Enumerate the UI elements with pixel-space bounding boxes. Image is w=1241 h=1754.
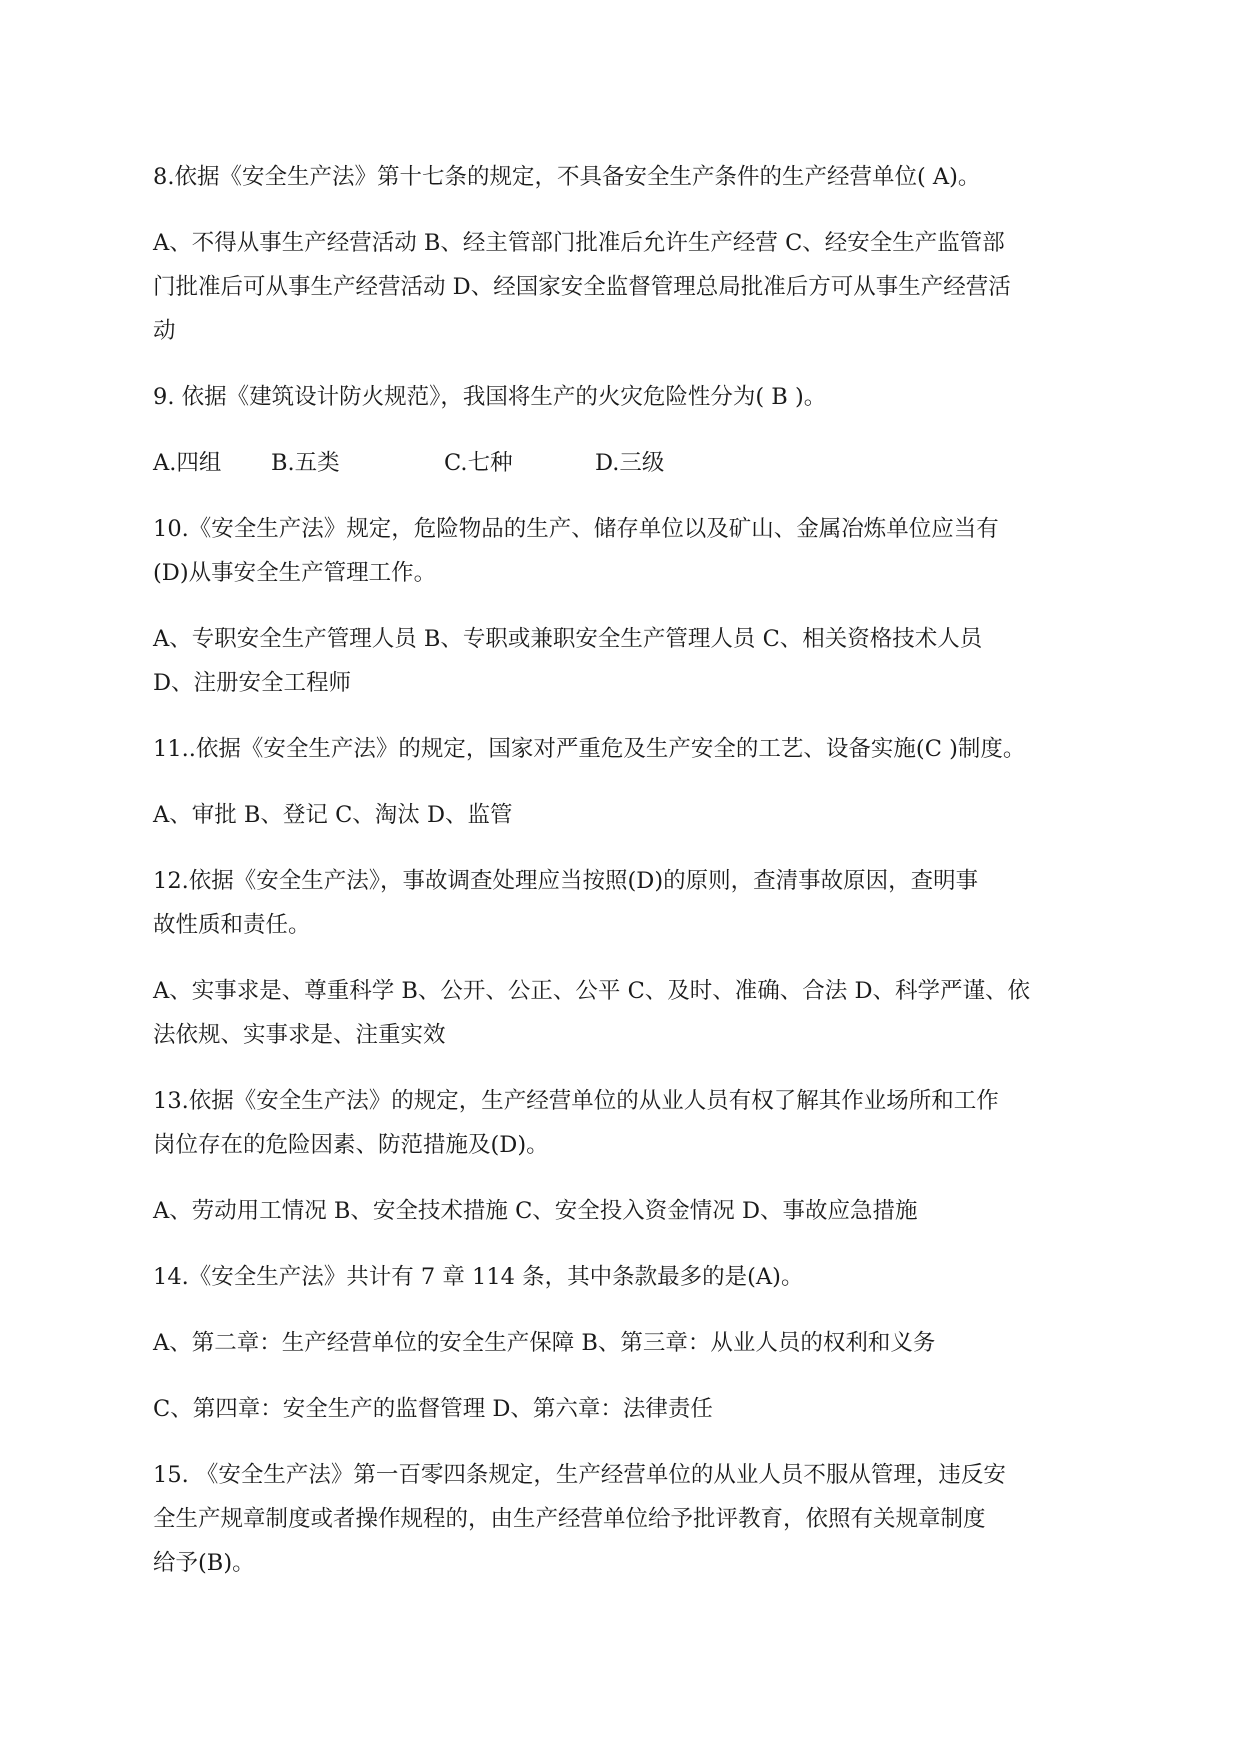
option-d: D.三级 [595, 450, 665, 476]
question-12-options-line: 法依规、实事求是、注重实效 [153, 1022, 446, 1048]
question-8-options-line: 动 [153, 318, 176, 344]
question-12-options [153, 969, 1093, 1057]
question-14 [153, 1255, 1093, 1299]
question-12-text-line: 12.依据《安全生产法》，事故调查处理应当按照(D)的原则，查清事故原因，查明事 [153, 868, 979, 894]
question-8 [153, 155, 1093, 199]
option-b: B.五类 [271, 450, 340, 476]
question-9-text: 9. 依据《建筑设计防火规范》，我国将生产的火灾危险性分为( B )。 [153, 384, 827, 410]
question-15-text-line: 15. 《安全生产法》第一百零四条规定，生产经营单位的从业人员不服从管理，违反安 [153, 1462, 1006, 1488]
question-11-options [153, 793, 1093, 837]
question-15-text-line: 全生产规章制度或者操作规程的，由生产经营单位给予批评教育，依照有关规章制度 [153, 1506, 986, 1532]
question-12-text-line: 故性质和责任。 [153, 912, 311, 938]
question-9 [153, 375, 1093, 419]
question-11-options-line: A、审批 B、登记 C、淘汰 D、监管 [153, 802, 513, 828]
question-14-text: 14.《安全生产法》共计有 7 章 114 条，其中条款最多的是(A)。 [153, 1264, 804, 1290]
question-8-text: 8.依据《安全生产法》第十七条的规定，不具备安全生产条件的生产经营单位( A)。 [153, 164, 981, 190]
question-8-options [153, 221, 1093, 353]
question-13-options-line: A、劳动用工情况 B、安全技术措施 C、安全投入资金情况 D、事故应急措施 [153, 1198, 918, 1224]
question-12-options-line: A、实事求是、尊重科学 B、公开、公正、公平 C、及时、准确、合法 D、科学严谨、依 [153, 978, 1030, 1004]
question-8-options-line: 门批准后可从事生产经营活动 D、经国家安全监督管理总局批准后方可从事生产经营活 [153, 274, 1011, 300]
question-10-options-line: A、专职安全生产管理人员 B、专职或兼职安全生产管理人员 C、相关资格技术人员 [153, 626, 983, 652]
question-10 [153, 507, 1093, 595]
question-11 [153, 727, 1093, 771]
question-13 [153, 1079, 1093, 1167]
question-11-text: 11..依据《安全生产法》的规定，国家对严重危及生产安全的工艺、设备实施(C )制度。 [153, 736, 1026, 762]
question-14-options-line: A、第二章：生产经营单位的安全生产保障 B、第三章：从业人员的权利和义务 [153, 1330, 936, 1356]
question-13-text-line: 岗位存在的危险因素、防范措施及(D)。 [153, 1132, 549, 1158]
question-10-text-line: (D)从事安全生产管理工作。 [153, 560, 437, 586]
option-a: A.四组 [153, 450, 222, 476]
option-c: C.七种 [444, 450, 513, 476]
document-page [153, 155, 1093, 1607]
question-13-text-line: 13.依据《安全生产法》的规定，生产经营单位的从业人员有权了解其作业场所和工作 [153, 1088, 999, 1114]
question-10-text-line: 10.《安全生产法》规定，危险物品的生产、储存单位以及矿山、金属冶炼单位应当有 [153, 516, 999, 542]
question-14-options-2 [153, 1387, 1093, 1431]
question-15-text-line: 给予(B)。 [153, 1550, 255, 1576]
question-9-options [153, 441, 1093, 485]
question-14-options-line: C、第四章：安全生产的监督管理 D、第六章：法律责任 [153, 1396, 713, 1422]
question-15 [153, 1453, 1093, 1585]
question-13-options [153, 1189, 1093, 1233]
question-8-options-line: A、不得从事生产经营活动 B、经主管部门批准后允许生产经营 C、经安全生产监管部 [153, 230, 1005, 256]
question-14-options-1 [153, 1321, 1093, 1365]
question-10-options [153, 617, 1093, 705]
question-10-options-line: D、注册安全工程师 [153, 670, 352, 696]
question-12 [153, 859, 1093, 947]
